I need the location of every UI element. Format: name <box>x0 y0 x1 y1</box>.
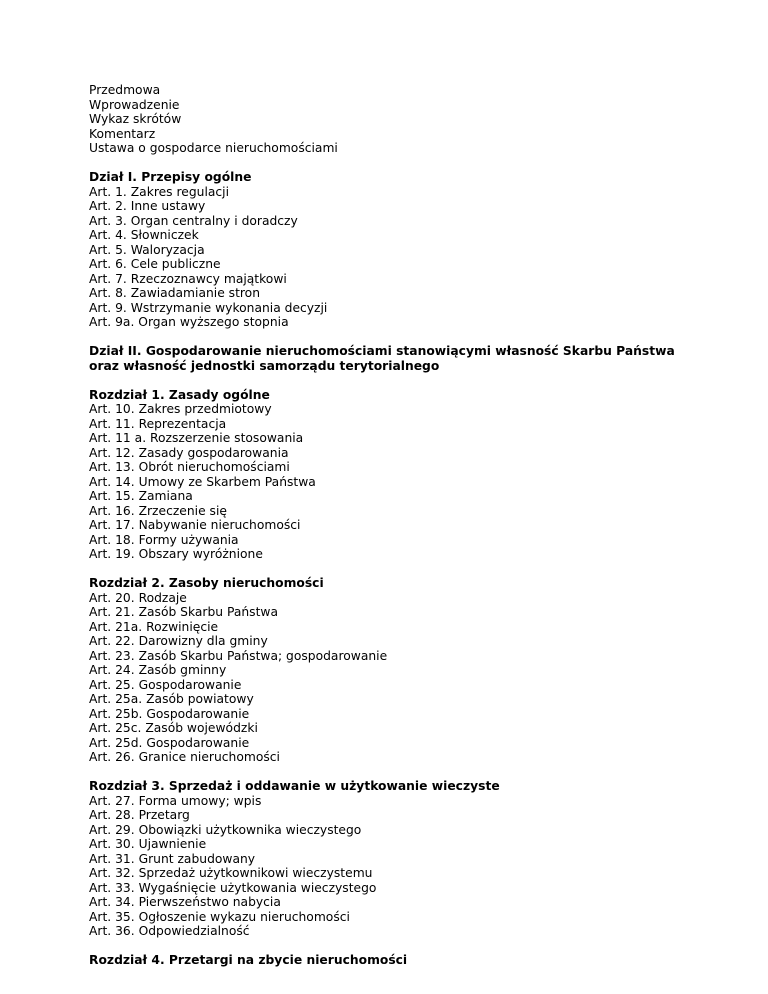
list-item: Wprowadzenie <box>89 97 180 112</box>
section-rozdzial-3 <box>89 779 689 939</box>
list-item: Art. 5. Waloryzacja <box>89 242 205 257</box>
list-item: Wykaz skrótów <box>89 112 182 126</box>
list-item: Art. 21. Zasób Skarbu Państwa <box>89 605 278 619</box>
list-item: Art. 35. Ogłoszenie wykazu nieruchomości <box>89 909 350 924</box>
list-item: Art. 28. Przetarg <box>89 808 190 822</box>
list-item: Art. 14. Umowy ze Skarbem Państwa <box>89 474 316 489</box>
list-item: Art. 32. Sprzedaż użytkownikowi wieczystemu <box>89 866 373 880</box>
list-item: Komentarz <box>89 126 156 141</box>
list-item: Art. 23. Zasób Skarbu Państwa; gospodarowanie <box>89 648 388 663</box>
list-item: Art. 1. Zakres regulacji <box>89 184 229 199</box>
list-item: Art. 18. Formy używania <box>89 532 239 547</box>
list-item: Art. 25. Gospodarowanie <box>89 677 242 692</box>
list-item: Art. 33. Wygaśnięcie użytkowania wieczystego <box>89 880 377 895</box>
list-item: Art. 8. Zawiadamianie stron <box>89 286 261 300</box>
list-item: Art. 21a. Rozwinięcie <box>89 619 219 634</box>
list-item: Art. 30. Ujawnienie <box>89 837 207 851</box>
list-item: Art. 27. Forma umowy; wpis <box>89 793 262 808</box>
list-item: Art. 25a. Zasób powiatowy <box>89 692 254 706</box>
section-heading: Rozdział 1. Zasady ogólne <box>89 387 270 402</box>
section-rozdzial-4 <box>89 953 689 968</box>
list-item: Art. 19. Obszary wyróżnione <box>89 547 263 561</box>
section-rozdzial-1 <box>89 388 689 562</box>
section-heading: Rozdział 3. Sprzedaż i oddawanie w użytkowanie wieczyste <box>89 779 500 793</box>
section-rozdzial-2 <box>89 576 689 765</box>
list-item: Art. 11. Reprezentacja <box>89 416 227 431</box>
list-item: Art. 10. Zakres przedmiotowy <box>89 402 272 416</box>
list-item: Art. 15. Zamiana <box>89 489 193 503</box>
list-item: Art. 36. Odpowiedzialność <box>89 924 250 938</box>
list-item: Art. 31. Grunt zabudowany <box>89 851 256 866</box>
list-item: Art. 6. Cele publiczne <box>89 257 221 271</box>
list-item: Art. 20. Rodzaje <box>89 590 187 605</box>
section-dzial-1 <box>89 170 689 330</box>
list-item: Art. 17. Nabywanie nieruchomości <box>89 518 301 532</box>
list-item: Art. 3. Organ centralny i doradczy <box>89 213 298 228</box>
section-heading: Dział II. Gospodarowanie nieruchomościami stanowiącymi własność Skarbu Państwa oraz własność jednostki samorządu terytorialnego <box>89 344 675 373</box>
list-item: Art. 29. Obowiązki użytkownika wieczystego <box>89 822 362 837</box>
list-item: Art. 25d. Gospodarowanie <box>89 735 250 750</box>
list-item: Art. 24. Zasób gminny <box>89 663 227 677</box>
list-item: Art. 12. Zasady gospodarowania <box>89 445 289 460</box>
list-item: Art. 13. Obrót nieruchomościami <box>89 460 290 474</box>
list-item: Art. 4. Słowniczek <box>89 228 199 242</box>
list-item: Art. 26. Granice nieruchomości <box>89 750 280 764</box>
list-item: Przedmowa <box>89 83 161 97</box>
list-item: Art. 2. Inne ustawy <box>89 199 206 213</box>
front-matter-list <box>89 83 689 156</box>
list-item: Art. 7. Rzeczoznawcy majątkowi <box>89 271 287 286</box>
section-heading: Rozdział 4. Przetargi na zbycie nieruchomości <box>89 953 408 967</box>
list-item: Art. 22. Darowizny dla gminy <box>89 634 268 648</box>
list-item: Art. 25c. Zasób wojewódzki <box>89 721 258 735</box>
section-dzial-2 <box>89 344 689 373</box>
section-heading: Dział I. Przepisy ogólne <box>89 170 252 184</box>
list-item: Art. 11 a. Rozszerzenie stosowania <box>89 431 304 445</box>
list-item: Art. 34. Pierwszeństwo nabycia <box>89 895 281 909</box>
list-item: Ustawa o gospodarce nieruchomościami <box>89 141 338 155</box>
table-of-contents <box>89 83 689 968</box>
list-item: Art. 25b. Gospodarowanie <box>89 706 250 721</box>
section-heading: Rozdział 2. Zasoby nieruchomości <box>89 576 324 590</box>
list-item: Art. 16. Zrzeczenie się <box>89 503 227 518</box>
list-item: Art. 9a. Organ wyższego stopnia <box>89 315 289 329</box>
list-item: Art. 9. Wstrzymanie wykonania decyzji <box>89 300 328 315</box>
